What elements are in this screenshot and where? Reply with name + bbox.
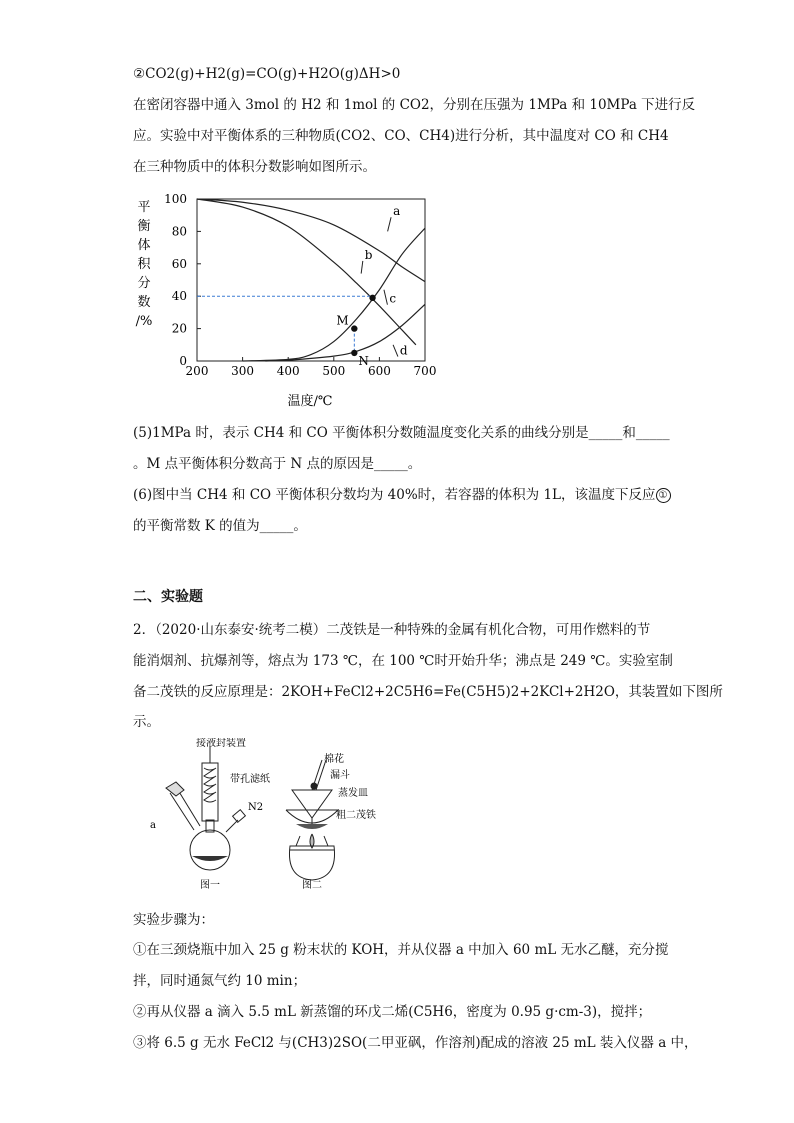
label-evaporating-dish: 蒸发皿 — [338, 788, 368, 799]
x-tick-label: 600 — [367, 364, 391, 378]
step-3: ③将 6.5 g 无水 FeCl2 与(CH3)2SO(二甲亚砜，作溶剂)配成的溶液 25 mL 装入仪器 a 中， — [133, 1035, 698, 1051]
question-6-line-2: 的平衡常数 K 的值为_____。 — [133, 518, 307, 534]
x-tick-label: 700 — [413, 364, 437, 378]
intro-line-1: 在密闭容器中通入 3mol 的 H2 和 1mol 的 CO2，分别在压强为 1MPa 和 10MPa 下进行反 — [133, 97, 696, 113]
figure-1-caption: 图一 — [200, 880, 220, 891]
x-axis-label: 温度/℃ — [287, 394, 333, 409]
apparatus-figure — [140, 738, 390, 894]
temperature-volume-fraction-chart — [130, 185, 450, 415]
x-tick-label: 300 — [231, 364, 255, 378]
figure-2-caption: 图二 — [302, 880, 322, 891]
problem-2-line-4: 示。 — [133, 714, 160, 730]
curve-c-label: c — [389, 291, 397, 306]
curve-c — [243, 228, 425, 361]
equation-2 — [133, 64, 400, 84]
curve-b-label: b — [364, 247, 373, 262]
label-nitrogen: N2 — [248, 802, 264, 813]
steps-title: 实验步骤为： — [133, 912, 214, 928]
equation-text: CO2(g)+H2(g)=CO(g)+H2O(g)ΔH>0 — [145, 66, 401, 82]
section-heading: 二、实验题 — [133, 589, 203, 605]
point-n-label: N — [358, 353, 369, 368]
curve-b — [197, 199, 416, 345]
problem-2-line-3: 备二茂铁的反应原理是：2KOH+FeCl2+2C5H6=Fe(C5H5)2+2KCl+2H2O，其装置如下图所 — [133, 684, 723, 700]
y-label-char: 积 — [137, 257, 151, 272]
problem-2-line-1: 2．（2020·山东泰安·统考二模）二茂铁是一种特殊的金属有机化合物，可用作燃料的节 — [133, 622, 651, 638]
label-crude-ferrocene: 粗二茂铁 — [336, 810, 376, 821]
question-5-line-1: (5)1MPa 时，表示 CH4 和 CO 平衡体积分数随温度变化关系的曲线分别是_____和_____ — [133, 425, 670, 441]
label-instrument-a: a — [150, 820, 156, 831]
curve-a — [197, 199, 425, 282]
curve-c-pointer — [384, 290, 387, 305]
equation-circle-number: ② — [133, 66, 146, 82]
figure-1-three-neck-flask — [166, 746, 245, 870]
curve-b-pointer — [361, 261, 363, 274]
point-intersection — [369, 295, 375, 301]
y-axis-label — [136, 200, 153, 329]
plot-frame — [197, 199, 425, 361]
x-tick-label: 500 — [322, 364, 346, 378]
point-n — [351, 350, 357, 356]
y-tick-label: 20 — [171, 321, 187, 336]
y-label-char: 体 — [137, 238, 151, 253]
question-5-line-2: 。M 点平衡体积分数高于 N 点的原因是_____。 — [133, 456, 422, 472]
intro-line-3: 在三种物质中的体积分数影响如图所示。 — [133, 159, 376, 175]
y-tick-label: 80 — [171, 224, 187, 239]
y-label-char: 数 — [137, 295, 151, 310]
step-1-line-1: ①在三颈烧瓶中加入 25 g 粉末状的 KOH，并从仪器 a 中加入 60 mL 无水乙醚，充分搅 — [133, 942, 669, 958]
y-label-char: 平 — [137, 200, 151, 215]
y-tick-label: 60 — [171, 256, 187, 271]
label-cotton: 棉花 — [324, 754, 344, 765]
reaction-1-circle: ① — [656, 488, 671, 503]
figure-1-labels — [150, 738, 263, 891]
y-label-char: 分 — [137, 276, 151, 291]
point-m — [351, 325, 357, 331]
step-2: ②再从仪器 a 滴入 5.5 mL 新蒸馏的环戊二烯(C5H6，密度为 0.95 g·cm-3)，搅拌； — [133, 1004, 652, 1020]
curve-a-label: a — [393, 204, 401, 219]
y-label-char: 衡 — [137, 219, 151, 234]
y-tick-label: 100 — [164, 192, 187, 206]
label-funnel: 漏斗 — [330, 770, 350, 781]
curve-a-pointer — [388, 217, 391, 231]
y-tick-label: 40 — [171, 289, 187, 304]
problem-2-line-2: 能消烟剂、抗爆剂等，熔点为 173 ℃，在 100 ℃时开始升华；沸点是 249 ℃。实验室制 — [133, 653, 673, 669]
curve-d-label: d — [399, 343, 408, 358]
label-perforated-filter-paper: 带孔滤纸 — [230, 774, 270, 785]
x-tick-label: 200 — [185, 364, 209, 378]
question-6-line-1 — [133, 485, 671, 505]
curve-d-pointer — [393, 345, 398, 357]
intro-line-2: 应。实验中对平衡体系的三种物质(CO2、CO、CH4)进行分析，其中温度对 CO 和 CH4 — [133, 128, 669, 144]
x-tick-label: 400 — [276, 364, 300, 378]
question-6-text: (6)图中当 CH4 和 CO 平衡体积分数均为 40%时，若容器的体积为 1L，该温度下反应 — [133, 487, 656, 503]
y-tick-label: 0 — [179, 354, 187, 368]
y-label-char: /% — [135, 314, 153, 329]
point-m-label: M — [336, 313, 349, 328]
label-connect-seal: 接液封装置 — [196, 738, 246, 749]
step-1-line-2: 拌，同时通氮气约 10 min； — [133, 973, 307, 989]
